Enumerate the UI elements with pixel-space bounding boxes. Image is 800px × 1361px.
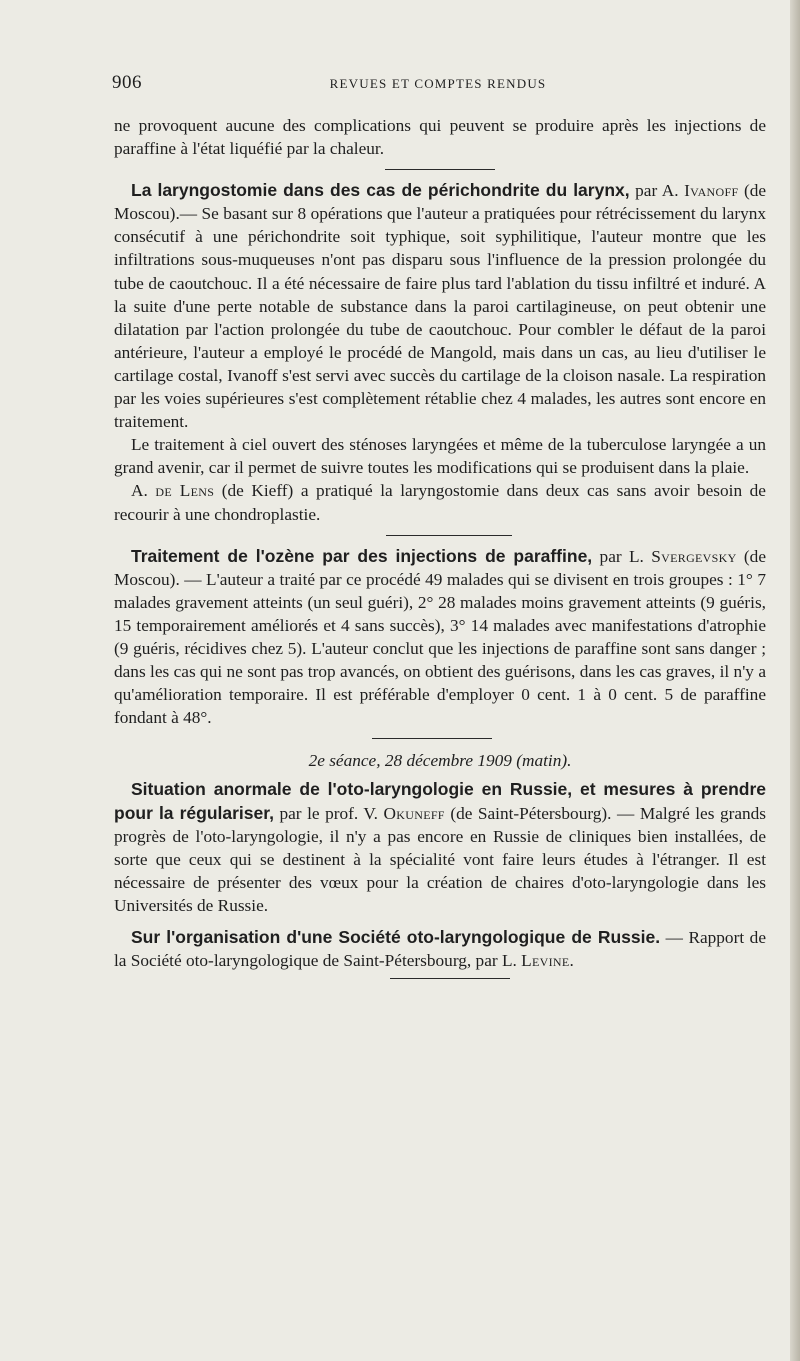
page-header <box>112 72 764 98</box>
article-body: — Malgré les grands progrès de l'oto-laryngologie, il n'y a pas encore en Russie de cliniques bien installées, de sorte que ceux qui se destinent à la spécialité vont faire leurs études à l'étranger. Il est nécessaire de présenter des vœux pour la création de chaires d'oto-laryngologie dans les Universités de Russie. <box>114 803 767 915</box>
author-initial: A. <box>661 181 679 201</box>
article-body: — Rapport de la Société oto-laryngologique de Saint-Pétersbourg, par <box>114 928 766 971</box>
author-initial: V. <box>363 803 378 823</box>
author-name: de Lens <box>155 481 215 501</box>
session-heading: 2e séance, 28 décembre 1909 (matin). <box>308 751 572 771</box>
article-title: La laryngostomie dans des cas de périchondrite du larynx, <box>131 180 630 201</box>
section-divider <box>372 738 492 739</box>
author-name: Ivanoff <box>684 181 739 201</box>
article-ozene: Traitement de l'ozène par des injections de paraffine, par L. Svergevsky (de Moscou). — L'auteur a traité par ce procédé 49 malades qui se divisent en trois groupes : 1° 7 malades gravement atteints (un seul guéri), 2° 28 malades moins gravement atteints (9 guéris, 15 temporairement améliorés et 4 sans succès), 3° 14 malades avec manifestations d'atrophie (9 guéris, récidives chez 5). L'auteur conclut que les injections de paraffine sont sans danger ; dans les cas qui ne sont pas trop avancés, on obtient des guérisons, dans les cas graves, il n'y a qu'amélioration temporaire. Il est préférable d'employer 0 cent. 1 à 0 cent. 5 de paraffine fondant à 48°. <box>114 545 766 728</box>
continued-paragraph: ne provoquent aucune des complications qui peuvent se produire après les injections de paraffine à l'état liquéfié par la chaleur. <box>114 116 766 159</box>
author-initial: L. <box>629 546 644 566</box>
author-name: Okuneff <box>383 803 445 823</box>
article-situation: Situation anormale de l'oto-laryngologie en Russie, et mesures à prendre pour la régulariser, par le prof. V. Okuneff (de Saint-Pétersbourg). — Malgré les grands progrès de l'oto-laryngologie, il n'y a pas encore en Russie de cliniques bien installées, de sorte que ceux qui se destinent à la spécialité vont faire leurs études à l'étranger. Il est nécessaire de présenter des vœux pour la création de chaires d'oto-laryngologie dans les Universités de Russie. <box>114 779 767 915</box>
article-body: — Se basant sur 8 opérations que l'auteur a pratiquées pour rétrécissement du larynx consécutif à une périchondrite soit typhique, soit syphilitique, l'auteur montre que les infiltrations sous-muqueuses n'ont pas disparu sous l'influence de la pression prolongée du tube de caoutchouc. Il a été nécessaire de faire plus tard l'ablation du tissu infiltré et induré. A la suite d'une perte notable de substance dans la paroi cartilagineuse, on peut obtenir une dilatation par l'action prolongée du tube de caoutchouc. Pour combler le défaut de la paroi antérieure, l'auteur a employé le procédé de Mangold, mais dans un cas, au lieu d'utiliser le cartilage costal, Ivanoff s'est servi avec succès du cartilage de la cloison nasale. La respiration par les voies supérieures s'est complètement rétablie chez 4 malades, les autres sont encore en traitement. <box>114 204 766 432</box>
article-paragraph: A. de Lens (de Kieff) a pratiqué la laryngostomie dans deux cas sans avoir besoin de recourir à une chondroplastie. <box>114 481 766 524</box>
author-initial: L. <box>501 951 517 971</box>
page-content <box>114 114 766 979</box>
article-organisation <box>114 926 766 972</box>
author-name: Svergevsky <box>651 546 737 566</box>
running-head: REVUES ET COMPTES RENDUS <box>329 76 547 91</box>
article-title: Sur l'organisation d'une Société oto-laryngologique de Russie. <box>131 927 661 947</box>
article-body: — L'auteur a traité par ce procédé 49 malades qui se divisent en trois groupes : 1° 7 malades gravement atteints (un seul guéri), 2° 28 malades moins gravement atteints (9 guéris, 15 temporairement améliorés et 4 sans succès), 3° 14 malades avec manifestations d'atrophie (9 guéris, récidives chez 5). L'auteur conclut que les injections de paraffine sont sans danger ; dans les cas qui ne sont pas trop avancés, on obtient des guérisons, dans les cas graves, il n'y a qu'amélioration temporaire. Il est préférable d'employer 0 cent. 1 à 0 cent. 5 de paraffine fondant à 48°. <box>114 569 766 728</box>
article-laryngostomie: La laryngostomie dans des cas de périchondrite du larynx, par A. Ivanoff (de Moscou).— Se basant sur 8 opérations que l'auteur a pratiquées pour rétrécissement du larynx consécutif à une périchondrite soit typhique, soit syphilitique, l'auteur montre que les infiltrations sous-muqueuses n'ont pas disparu sous l'influence de la pression prolongée du tube de caoutchouc. Il a été nécessaire de faire plus tard l'ablation du tissu infiltré et induré. A la suite d'une perte notable de substance dans la paroi cartilagineuse, on peut obtenir une dilatation par l'action prolongée du tube de caoutchouc. Pour combler le défaut de la paroi antérieure, l'auteur a employé le procédé de Mangold, mais dans un cas, au lieu d'utiliser le cartilage costal, Ivanoff s'est servi avec succès du cartilage de la cloison nasale. La respiration par les voies supérieures s'est complètement rétablie chez 4 malades, les autres sont encore en traitement. <box>114 180 767 432</box>
section-divider <box>385 169 495 170</box>
page-edge <box>790 0 800 1361</box>
section-divider <box>386 535 512 536</box>
article-title: Traitement de l'ozène par des injections de paraffine, <box>131 545 593 566</box>
page-number: 906 <box>112 72 142 93</box>
section-divider <box>390 978 510 979</box>
author-name: Levine. <box>521 951 575 971</box>
article-paragraph: Le traitement à ciel ouvert des sténoses laryngées et même de la tuberculose laryngée a un grand avenir, car il permet de suivre toutes les modifications qui se produisent dans la plaie. <box>114 435 766 478</box>
article-title: Situation anormale de l'oto-laryngologie en Russie, et mesures à prendre pour la régulariser, <box>114 779 766 823</box>
